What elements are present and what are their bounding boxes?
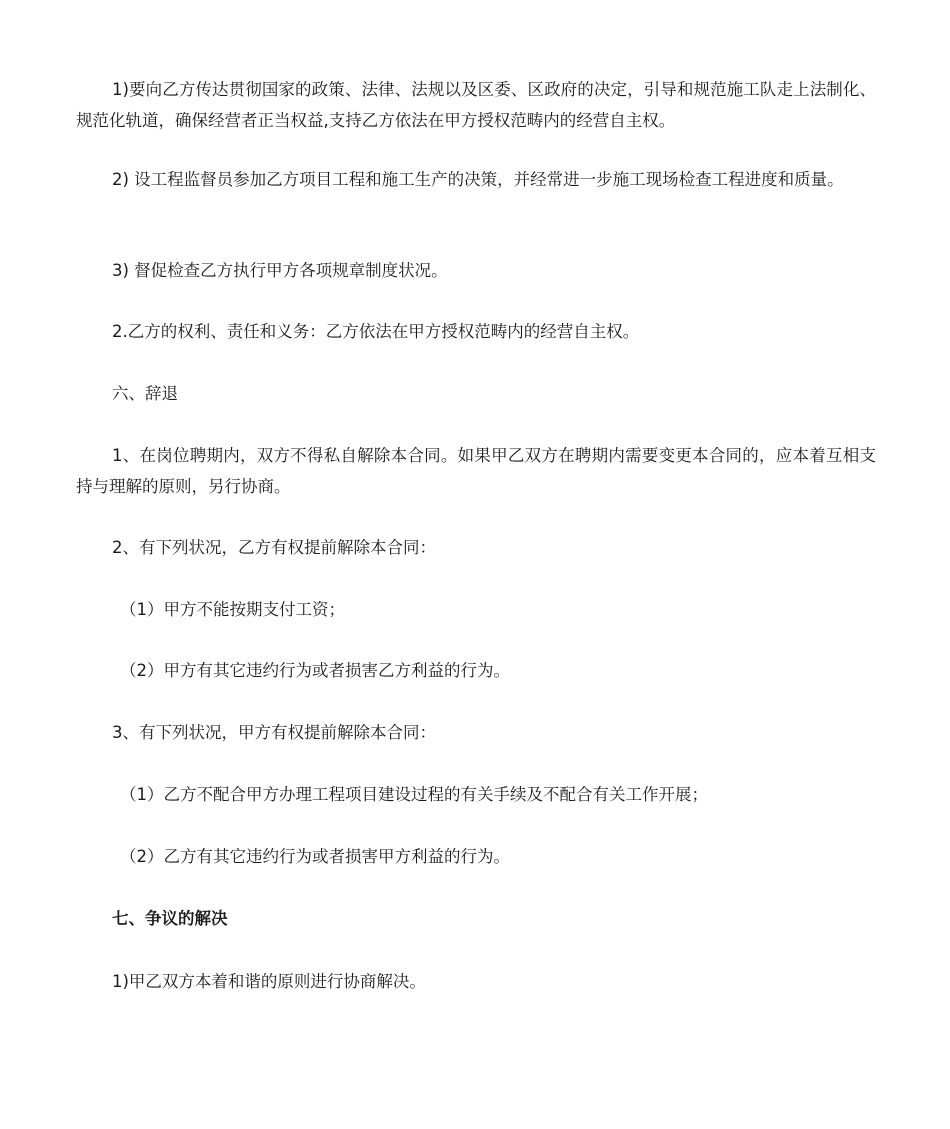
paragraph-dispute-1: 1)甲乙双方本着和谐的原则进行协商解决。 <box>112 972 426 991</box>
list-item-dismissal-2-1: （1）甲方不能按期支付工资； <box>120 600 345 619</box>
list-item-dismissal-2-2: （2）甲方有其它违约行为或者损害乙方利益的行为。 <box>120 661 510 680</box>
paragraph-obligation-3: 3) 督促检查乙方执行甲方各项规章制度状况。 <box>112 261 448 280</box>
section-heading-dismissal: 六、辞退 <box>112 384 178 403</box>
paragraph-party-b-rights: 2.乙方的权利、责任和义务：乙方依法在甲方授权范畴内的经营自主权。 <box>112 322 640 341</box>
paragraph-obligation-1: 1)要向乙方传达贯彻国家的政策、法律、法规以及区委、区政府的决定，引导和规范施工队走上法制化、规范化轨道，确保经营者正当权益,支持乙方依法在甲方授权范畴内的经营自主权。 <box>76 80 876 130</box>
paragraph-dismissal-1: 1、在岗位聘期内，双方不得私自解除本合同。如果甲乙双方在聘期内需要变更本合同的，应本着互相支持与理解的原则，另行协商。 <box>76 446 876 496</box>
section-heading-dispute-resolution: 七、争议的解决 <box>112 909 228 928</box>
list-item-dismissal-3-2: （2）乙方有其它违约行为或者损害甲方利益的行为。 <box>120 847 510 866</box>
paragraph-dismissal-2: 2、有下列状况，乙方有权提前解除本合同： <box>112 538 436 557</box>
paragraph-dismissal-3: 3、有下列状况，甲方有权提前解除本合同： <box>112 723 436 742</box>
paragraph-obligation-2: 2) 设工程监督员参加乙方项目工程和施工生产的决策，并经常进一步施工现场检查工程进度和质量。 <box>112 170 844 189</box>
list-item-dismissal-3-1: （1）乙方不配合甲方办理工程项目建设过程的有关手续及不配合有关工作开展； <box>120 785 708 804</box>
